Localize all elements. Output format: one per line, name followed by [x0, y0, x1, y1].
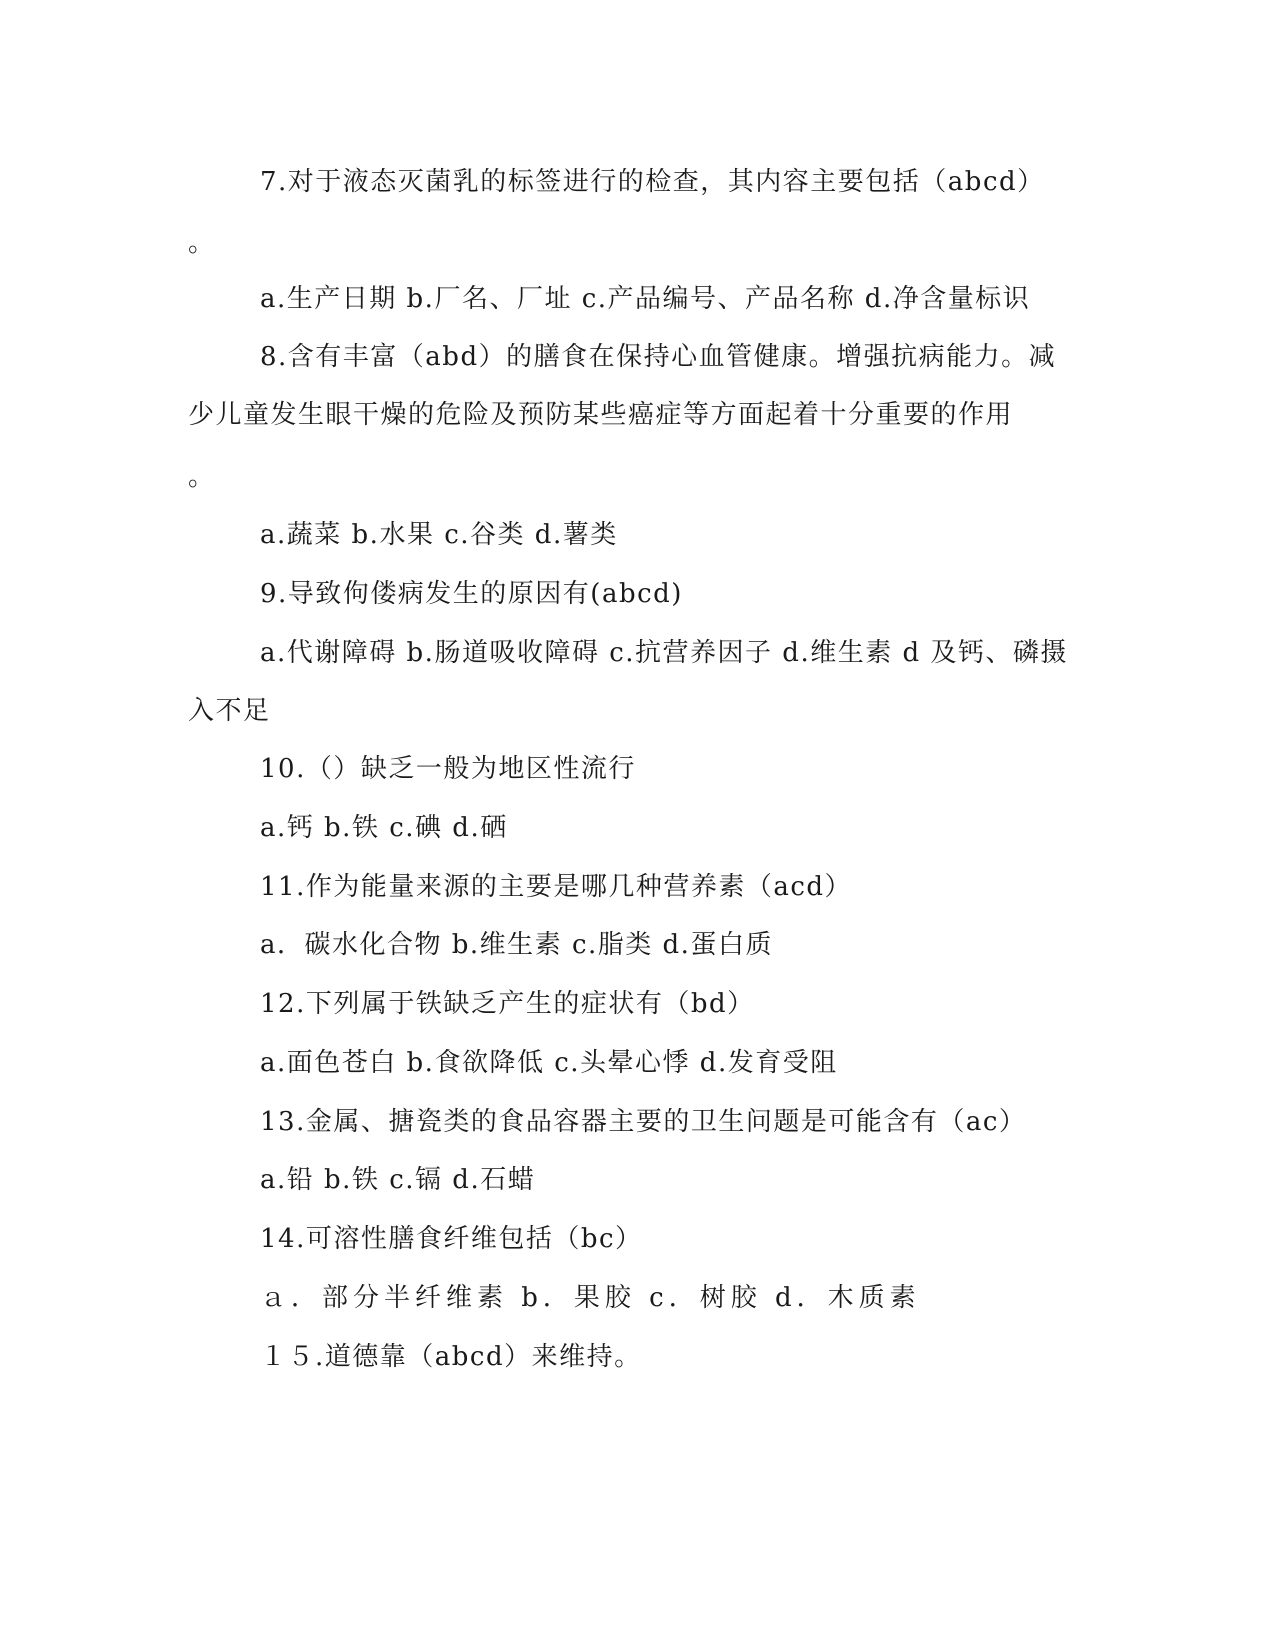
- question-10-options: a.钙 b.铁 c.碘 d.硒: [260, 813, 508, 843]
- question-7: 7.对于液态灭菌乳的标签进行的检查，其内容主要包括（abcd）: [260, 167, 1045, 197]
- question-12: 12.下列属于铁缺乏产生的症状有（bd）: [260, 989, 755, 1019]
- question-14: 14.可溶性膳食纤维包括（bc）: [260, 1224, 643, 1254]
- question-7-options: a.生产日期 b.厂名、厂址 c.产品编号、产品名称 d.净含量标识: [260, 284, 1031, 314]
- question-9-options: a.代谢障碍 b.肠道吸收障碍 c.抗营养因子 d.维生素 d 及钙、磷摄: [260, 638, 1068, 668]
- question-11: 11.作为能量来源的主要是哪几种营养素（acd）: [260, 872, 853, 902]
- question-12-options: a.面色苍白 b.食欲降低 c.头晕心悸 d.发育受阻: [260, 1048, 838, 1078]
- question-8-continuation-end: 。: [188, 462, 216, 492]
- question-14-options: ａ．部分半纤维素 b．果胶 c．树胶 d．木质素: [260, 1283, 921, 1313]
- question-8-continuation: 少儿童发生眼干燥的危险及预防某些癌症等方面起着十分重要的作用: [188, 400, 1014, 430]
- question-11-options: a．碳水化合物 b.维生素 c.脂类 d.蛋白质: [260, 930, 773, 960]
- question-8: 8.含有丰富（abd）的膳食在保持心血管健康。增强抗病能力。减: [260, 342, 1057, 372]
- question-7-continuation: 。: [188, 228, 216, 258]
- question-9: 9.导致佝偻病发生的原因有(abcd): [260, 579, 683, 609]
- question-8-options: a.蔬菜 b.水果 c.谷类 d.薯类: [260, 520, 618, 550]
- question-10: 10.（）缺乏一般为地区性流行: [260, 754, 636, 784]
- question-13: 13.金属、搪瓷类的食品容器主要的卫生问题是可能含有（ac）: [260, 1107, 1027, 1137]
- question-13-options: a.铅 b.铁 c.镉 d.石蜡: [260, 1165, 536, 1195]
- question-9-options-continuation: 入不足: [188, 696, 271, 726]
- question-15: １５.道德靠（abcd）来维持。: [260, 1342, 642, 1372]
